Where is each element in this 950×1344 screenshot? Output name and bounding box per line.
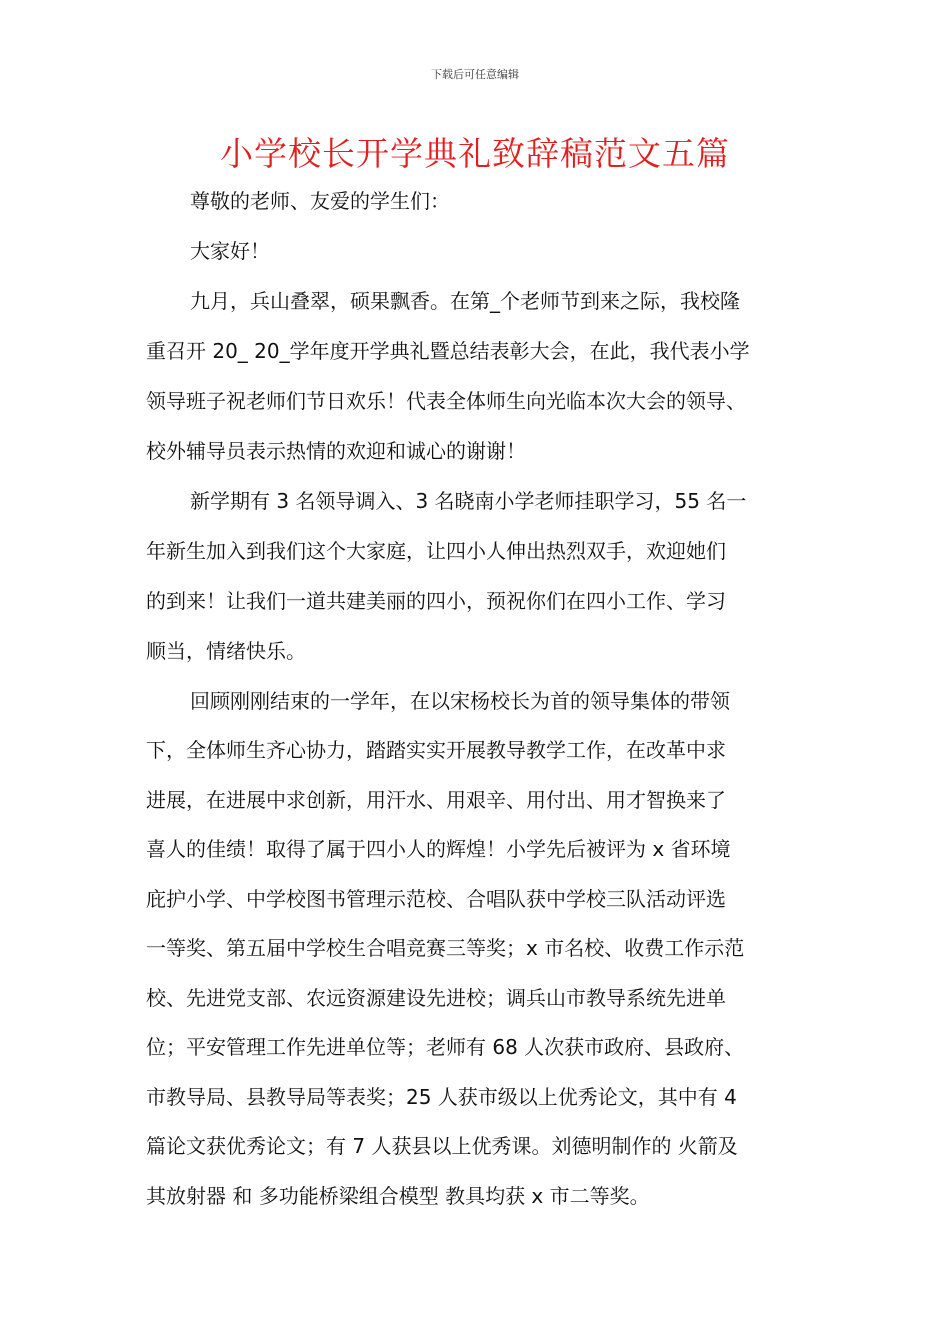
paragraph-3-line-11: 其放射器 和 多功能桥梁组合模型 教具均获 x 市二等奖。 — [146, 1184, 650, 1208]
document-title: 小学校长开学典礼致辞稿范文五篇 — [220, 134, 730, 173]
paragraph-3-line-7: 校、先进党支部、农远资源建设先进校；调兵山市教导系统先进单 — [146, 986, 726, 1010]
paragraph-1-line-2: 重召开 20_ 20_学年度开学典礼暨总结表彰大会，在此，我代表小学 — [146, 339, 750, 363]
paragraph-3-line-5: 庇护小学、中学校图书管理示范校、合唱队获中学校三队活动评选 — [146, 887, 726, 911]
paragraph-1-line-3: 领导班子祝老师们节日欢乐！代表全体师生向光临本次大会的领导、 — [146, 389, 746, 413]
paragraph-3-line-3: 进展，在进展中求创新，用汗水、用艰辛、用付出、用才智换来了 — [146, 788, 726, 812]
paragraph-3-line-1: 回顾刚刚结束的一学年，在以宋杨校长为首的领导集体的带领 — [190, 689, 730, 713]
paragraph-3-line-10: 篇论文获优秀论文；有 7 人获县以上优秀课。刘德明制作的 火箭及 — [146, 1134, 738, 1158]
greeting-line: 大家好！ — [190, 239, 270, 263]
paragraph-2-line-1: 新学期有 3 名领导调入、3 名晓南小学老师挂职学习，55 名一 — [190, 489, 747, 513]
paragraph-1-line-1: 九月，兵山叠翠，硕果飘香。在第_个老师节到来之际，我校隆 — [190, 289, 740, 313]
paragraph-2-line-2: 年新生加入到我们这个大家庭，让四小人伸出热烈双手，欢迎她们 — [146, 539, 726, 563]
paragraph-3-line-6: 一等奖、第五届中学校生合唱竞赛三等奖；x 市名校、收费工作示范 — [146, 936, 745, 960]
paragraph-3-line-2: 下，全体师生齐心协力，踏踏实实开展教导教学工作，在改革中求 — [146, 738, 726, 762]
paragraph-3-line-9: 市教导局、县教导局等表奖；25 人获市级以上优秀论文，其中有 4 — [146, 1085, 737, 1109]
paragraph-3-line-8: 位；平安管理工作先进单位等；老师有 68 人次获市政府、县政府、 — [146, 1035, 745, 1059]
page-header: 下载后可任意编辑 — [431, 68, 519, 81]
paragraph-2-line-3: 的到来！让我们一道共建美丽的四小，预祝你们在四小工作、学习 — [146, 589, 726, 613]
salutation-line: 尊敬的老师、友爱的学生们： — [190, 189, 450, 213]
paragraph-3-line-4: 喜人的佳绩！取得了属于四小人的辉煌！小学先后被评为 x 省环境 — [146, 837, 731, 861]
paragraph-2-line-4: 顺当，情绪快乐。 — [146, 639, 306, 663]
paragraph-1-line-4: 校外辅导员表示热情的欢迎和诚心的谢谢！ — [146, 439, 526, 463]
